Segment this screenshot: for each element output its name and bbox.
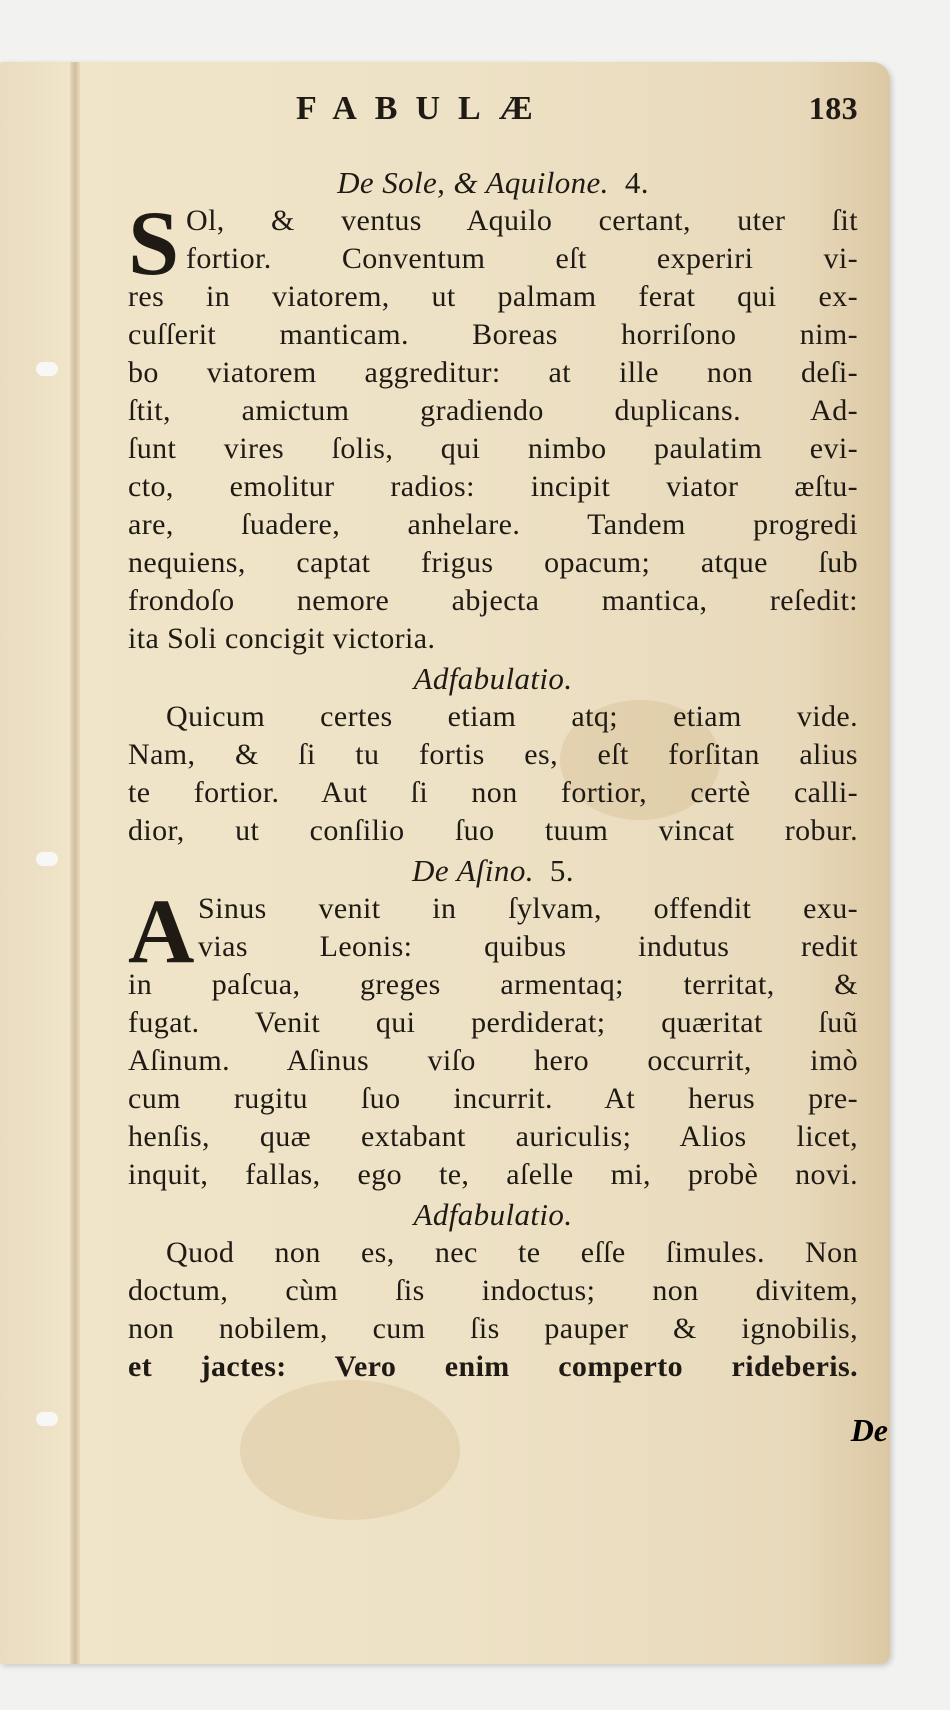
text-line: dior, ut conſilio ſuo tuum vincat robur. [128, 814, 858, 847]
drop-cap: A [128, 880, 195, 982]
text-line: non nobilem, cum ſis pauper & ignobilis, [128, 1312, 858, 1345]
fable-number: 4. [624, 165, 649, 200]
fable-title: De Sole, & Aquilone. [337, 165, 609, 200]
text-line: cum rugitu ſuo incurrit. At herus pre- [128, 1082, 858, 1115]
page-text [128, 90, 858, 1386]
text-line: nequiens, captat frigus opacum; atque ſub [128, 546, 858, 579]
moral-body [128, 698, 858, 850]
text-line: are, ſuadere, anhelare. Tandem progredi [128, 508, 858, 541]
binding-hole [36, 852, 58, 866]
fable-title: De Aſino. [412, 853, 534, 888]
drop-cap: S [128, 192, 180, 294]
catchword: De [850, 1412, 888, 1448]
fable-body [128, 192, 858, 658]
text-line: inquit, fallas, ego te, aſelle mi, probè novi. [128, 1158, 858, 1191]
text-line: Sinus venit in ſylvam, offendit exu- [198, 892, 858, 925]
header-title: FABULÆ [296, 90, 551, 127]
text-line: Aſinum. Aſinus viſo hero occurrit, imò [128, 1044, 858, 1077]
paper-stain [240, 1380, 460, 1520]
text-line: fortior. Conventum eſt experiri vi- [186, 242, 858, 275]
text-line: ſtit, amictum gradiendo duplicans. Ad- [128, 394, 858, 427]
moral-heading: Adfabulatio. [413, 1197, 573, 1232]
binding-hole [36, 1412, 58, 1426]
text-line: vias Leonis: quibus indutus redit [198, 930, 858, 963]
moral-heading: Adfabulatio. [413, 661, 573, 696]
fable-heading [128, 164, 858, 202]
text-line: bo viatorem aggreditur: at ille non deſi- [128, 356, 858, 389]
binding-hole [36, 362, 58, 376]
text-line: Nam, & ſi tu fortis es, eſt forſitan alius [128, 738, 858, 771]
text-line: henſis, quæ extabant auriculis; Alios licet, [128, 1120, 858, 1153]
text-line: res in viatorem, ut palmam ferat qui ex- [128, 280, 858, 313]
running-header [128, 90, 858, 136]
moral-body [128, 1234, 858, 1386]
text-line: cto, emolitur radios: incipit viator æſtu- [128, 470, 858, 503]
fable-body [128, 880, 858, 1194]
page-number: 183 [808, 90, 858, 126]
text-line: fugat. Venit qui perdiderat; quæritat ſuũ [128, 1006, 858, 1039]
text-line: ſunt vires ſolis, qui nimbo paulatim evi- [128, 432, 858, 465]
text-line: doctum, cùm ſis indoctus; non divitem, [128, 1274, 858, 1307]
text-line: cuſſerit manticam. Boreas horriſono nim- [128, 318, 858, 351]
text-line: Ol, & ventus Aquilo certant, uter ſit [186, 204, 858, 237]
text-line: ita Soli concigit victoria. [128, 622, 436, 655]
text-line: Quod non es, nec te eſſe ſimules. Non [166, 1236, 858, 1269]
page-gutter-fold [70, 62, 80, 1664]
fable-heading [128, 852, 858, 890]
fable-number: 5. [549, 853, 574, 888]
text-line: in paſcua, greges armentaq; territat, & [128, 968, 858, 1001]
text-line: te fortior. Aut ſi non fortior, certè calli- [128, 776, 858, 809]
text-line: frondoſo nemore abjecta mantica, reſedit: [128, 584, 858, 617]
text-line: Quicum certes etiam atq; etiam vide. [166, 700, 858, 733]
text-line: et jactes: Vero enim comperto rideberis. [128, 1350, 858, 1383]
